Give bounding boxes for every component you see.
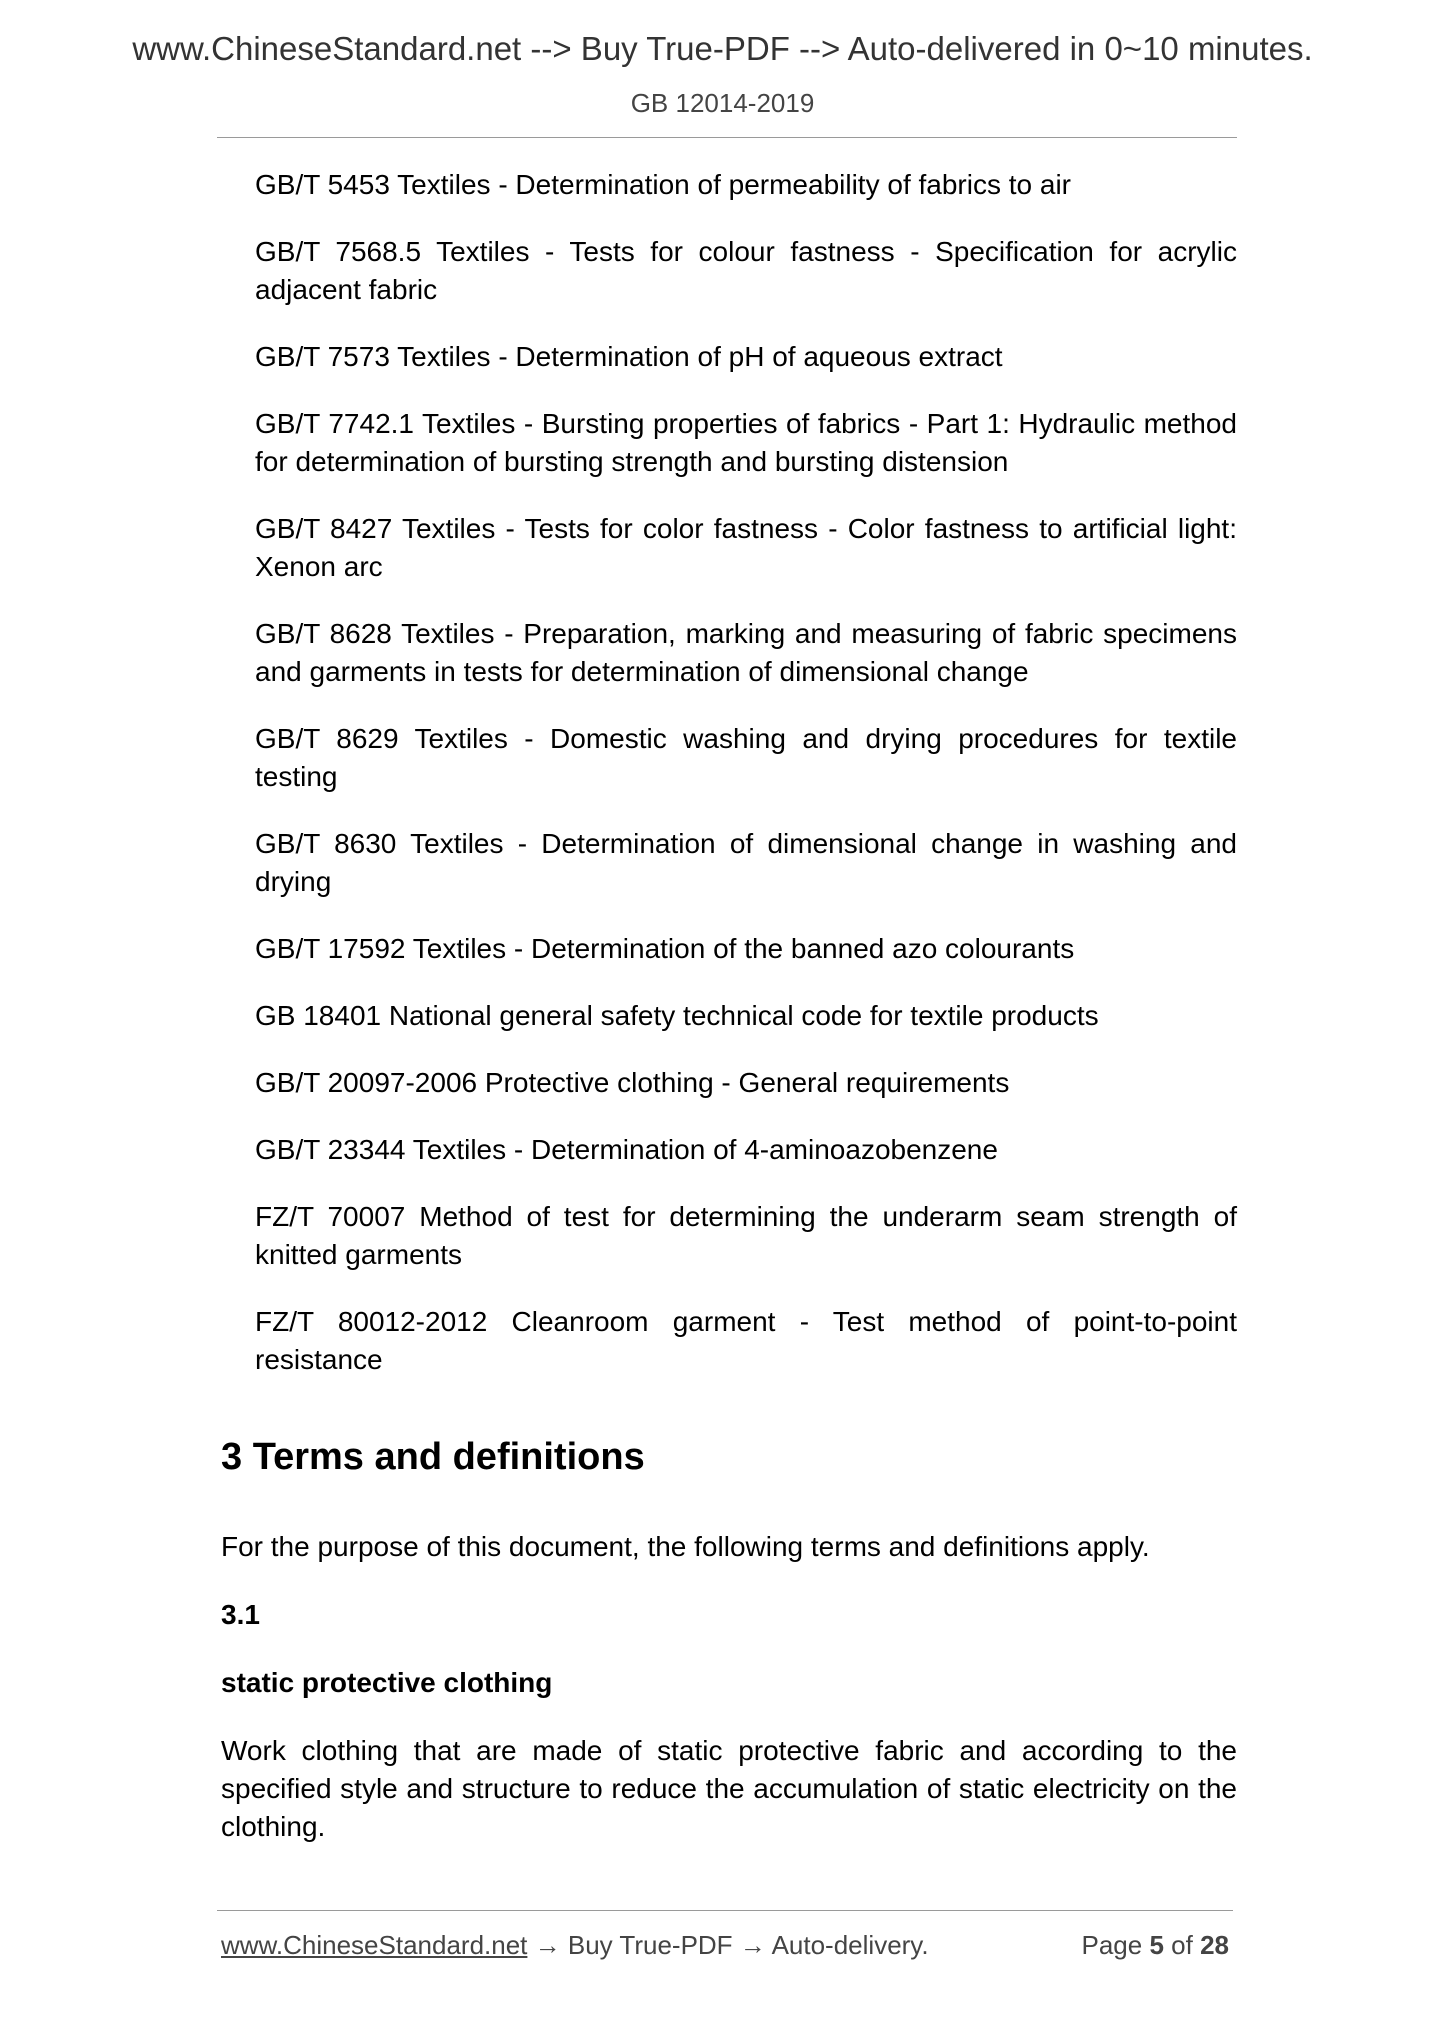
- reference-item: GB 18401 National general safety technical code for textile products: [255, 1000, 1099, 1031]
- normative-references-list: [255, 166, 1237, 1408]
- term-name: static protective clothing: [221, 1667, 553, 1698]
- reference-item: GB/T 20097-2006 Protective clothing - General requirements: [255, 1067, 1010, 1098]
- header-divider: [217, 137, 1237, 138]
- page-indicator: [1081, 1930, 1229, 1961]
- header-banner: www.ChineseStandard.net --> Buy True-PDF --> Auto-delivered in 0~10 minutes.: [132, 30, 1313, 67]
- total-pages: 28: [1200, 1930, 1229, 1960]
- of-label: of: [1171, 1930, 1193, 1960]
- reference-item: GB/T 8427 Textiles - Tests for color fastness - Color fastness to artificial light: Xenon arc: [255, 513, 1237, 582]
- footer-site-link[interactable]: www.ChineseStandard.net: [221, 1930, 528, 1960]
- footer-divider: [217, 1910, 1233, 1911]
- document-code: GB 12014-2019: [630, 88, 815, 118]
- page-footer: [221, 1930, 1229, 1966]
- page-label: Page: [1081, 1930, 1143, 1960]
- reference-item: GB/T 8628 Textiles - Preparation, marking and measuring of fabric specimens and garments in tests for determination of dimensional change: [255, 618, 1237, 687]
- footer-suffix: → Buy True-PDF → Auto-delivery.: [527, 1930, 929, 1960]
- reference-item: GB/T 23344 Textiles - Determination of 4-aminoazobenzene: [255, 1134, 998, 1165]
- section-intro: For the purpose of this document, the following terms and definitions apply.: [221, 1531, 1150, 1562]
- reference-item: GB/T 17592 Textiles - Determination of the banned azo colourants: [255, 933, 1075, 964]
- reference-item: FZ/T 80012-2012 Cleanroom garment - Test method of point-to-point resistance: [255, 1306, 1237, 1375]
- reference-item: GB/T 8630 Textiles - Determination of dimensional change in washing and drying: [255, 828, 1237, 897]
- reference-item: GB/T 7568.5 Textiles - Tests for colour fastness - Specification for acrylic adjacent fabric: [255, 236, 1237, 305]
- reference-item: GB/T 7742.1 Textiles - Bursting properties of fabrics - Part 1: Hydraulic method for determination of bursting strength and bursting distension: [255, 408, 1237, 477]
- reference-item: FZ/T 70007 Method of test for determining the underarm seam strength of knitted garments: [255, 1201, 1237, 1270]
- section-title: 3 Terms and definitions: [221, 1436, 645, 1478]
- page-number: 5: [1149, 1930, 1164, 1960]
- reference-item: GB/T 8629 Textiles - Domestic washing and drying procedures for textile testing: [255, 723, 1237, 792]
- reference-item: GB/T 5453 Textiles - Determination of permeability of fabrics to air: [255, 169, 1071, 200]
- term-number: 3.1: [221, 1599, 260, 1630]
- footer-left: [221, 1930, 929, 1961]
- term-definition: Work clothing that are made of static protective fabric and according to the specified style and structure to reduce the accumulation of static electricity on the clothing.: [221, 1735, 1237, 1842]
- reference-item: GB/T 7573 Textiles - Determination of pH of aqueous extract: [255, 341, 1003, 372]
